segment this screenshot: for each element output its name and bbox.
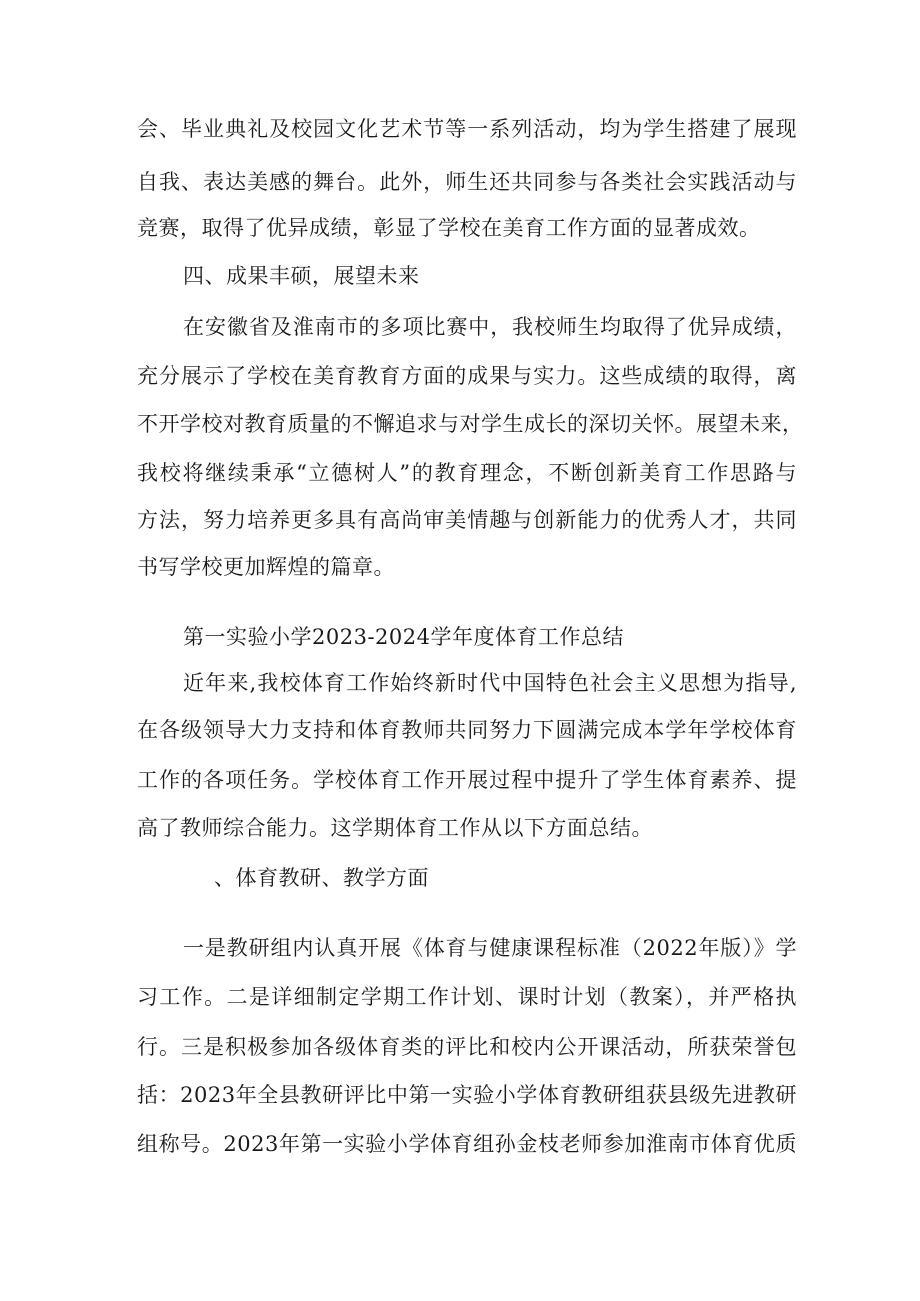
paragraph-line: 自我、表达美感的舞台。此外，师生还共同参与各类社会实践活动与 [137, 170, 797, 194]
paragraph-line: 习工作。二是详细制定学期工作计划、课时计划（教案），并严格执 [137, 985, 797, 1009]
paragraph-line: 高了教师综合能力。这学期体育工作从以下方面总结。 [137, 816, 653, 840]
paragraph-line: 方法，努力培养更多具有高尚审美情趣与创新能力的优秀人才，共同 [137, 508, 797, 532]
paragraph-line: 我校将继续秉承“立德树人”的教育理念，不断创新美育工作思路与 [137, 461, 797, 485]
paragraph-line: 一是教研组内认真开展《体育与健康课程标准（2022年版）》学 [183, 936, 797, 960]
paragraph-line: 括：2023年全县教研评比中第一实验小学体育教研组获县级先进教研 [137, 1083, 797, 1107]
paragraph-line: 工作的各项任务。学校体育工作开展过程中提升了学生体育素养、提 [137, 768, 797, 792]
paragraph-line: 充分展示了学校在美育教育方面的成果与实力。这些成绩的取得，离 [137, 364, 797, 388]
paragraph-line: 书写学校更加辉煌的篇章。 [137, 555, 395, 579]
paragraph-line: 在各级领导大力支持和体育教师共同努力下圆满完成本学年学校体育 [137, 718, 797, 742]
paragraph-line: 在安徽省及淮南市的多项比赛中，我校师生均取得了优异成绩， [183, 315, 797, 339]
section-heading: 、体育教研、教学方面 [214, 866, 429, 890]
paragraph-line: 会、毕业典礼及校园文化艺术节等一系列活动，均为学生搭建了展现 [137, 117, 797, 141]
section-heading: 四、成果丰硕，展望未来 [183, 264, 420, 288]
document-title: 第一实验小学2023-2024学年度体育工作总结 [183, 625, 624, 649]
paragraph-line: 近年来,我校体育工作始终新时代中国特色社会主义思想为指导, [183, 671, 797, 695]
paragraph-line: 不开学校对教育质量的不懈追求与对学生成长的深切关怀。展望未来， [137, 412, 804, 436]
paragraph-line: 竞赛，取得了优异成绩，彰显了学校在美育工作方面的显著成效。 [137, 216, 761, 240]
paragraph-line: 行。三是积极参加各级体育类的评比和校内公开课活动，所获荣誉包 [137, 1035, 797, 1059]
paragraph-line: 组称号。2023年第一实验小学体育组孙金枝老师参加淮南市体育优质 [137, 1132, 797, 1156]
